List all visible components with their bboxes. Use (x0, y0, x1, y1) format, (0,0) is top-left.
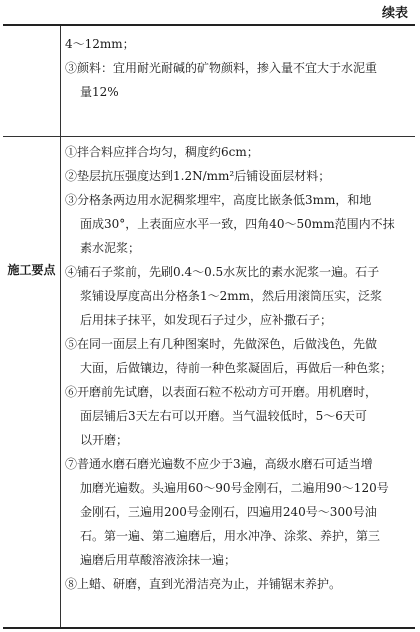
step-line: 面成30°，上表面应水平一致，四角40～50mm范围内不抹 (80, 217, 395, 231)
step-line: 大面，后做镶边，待前一种色浆凝固后，再做后一种色浆； (80, 361, 393, 375)
step-item (65, 188, 409, 260)
table-continued-caption: 续表 (381, 6, 408, 21)
step-line: ⑦普通水磨石磨光遍数不应少于3遍，高级水磨石可适当增 (65, 457, 373, 471)
step-line: ⑤在同一面层上有几种图案时，先做深色，后做浅色，先做 (65, 337, 378, 351)
step-line: ⑥开磨前先试磨，以表面石粒不松动方可开磨。用机磨时， (65, 385, 378, 399)
step-line: ⑧上蜡、研磨，直到光滑洁亮为止，并铺锯末养护。 (65, 577, 342, 591)
step-line: 浆铺设厚度高出分格条1～2mm，然后用滚筒压实，泛浆 (80, 289, 383, 303)
step-line: ③分格条两边用水泥稠浆埋牢，高度比嵌条低3mm，和地 (65, 193, 372, 207)
column-divider (60, 26, 61, 627)
step-item (65, 260, 409, 332)
step-line: 以开磨； (80, 433, 129, 447)
step-item (65, 452, 409, 572)
construction-table (3, 24, 415, 629)
step-item (65, 332, 409, 380)
step-line: 加磨光遍数。头遍用60～90号金刚石，二遍用90～120号 (80, 481, 389, 495)
step-line: 石。第一遍、第二遍磨后，用水冲净、涂浆、养护，第三 (80, 529, 381, 543)
step-item (65, 380, 409, 452)
step-line: 素水泥浆； (80, 241, 141, 255)
aggregate-size-text: 4～12mm； (65, 37, 135, 51)
pigment-item: ③颜料：宜用耐光耐碱的矿物颜料，掺入量不宜大于水泥重 (65, 61, 378, 75)
step-line: 遍磨后用草酸溶液涂抹一遍； (80, 553, 237, 567)
step-line: ②垫层抗压强度达到1.2N/mm²后铺设面层材料； (65, 169, 331, 183)
step-line: 后用抹子抹平，如发现石子过少，应补撒石子； (80, 313, 333, 327)
step-line: ①拌合料应拌合均匀，稠度约6cm； (65, 145, 259, 159)
step-line: ④铺石子浆前，先刷0.4～0.5水灰比的素水泥浆一遍。石子 (65, 265, 380, 279)
row-divider (3, 136, 415, 137)
step-item (65, 140, 409, 164)
pigment-item-continued: 量12% (80, 85, 119, 99)
materials-cell (65, 32, 409, 104)
step-line: 面层铺后3天左右可以开磨。当气温较低时，5～6天可 (80, 409, 367, 423)
step-item (65, 572, 409, 596)
step-line: 金刚石，三遍用200号金刚石，四遍用240号～300号油 (80, 505, 377, 519)
row-label: 施工要点 (7, 263, 56, 277)
construction-steps-cell (65, 140, 409, 596)
step-item (65, 164, 409, 188)
